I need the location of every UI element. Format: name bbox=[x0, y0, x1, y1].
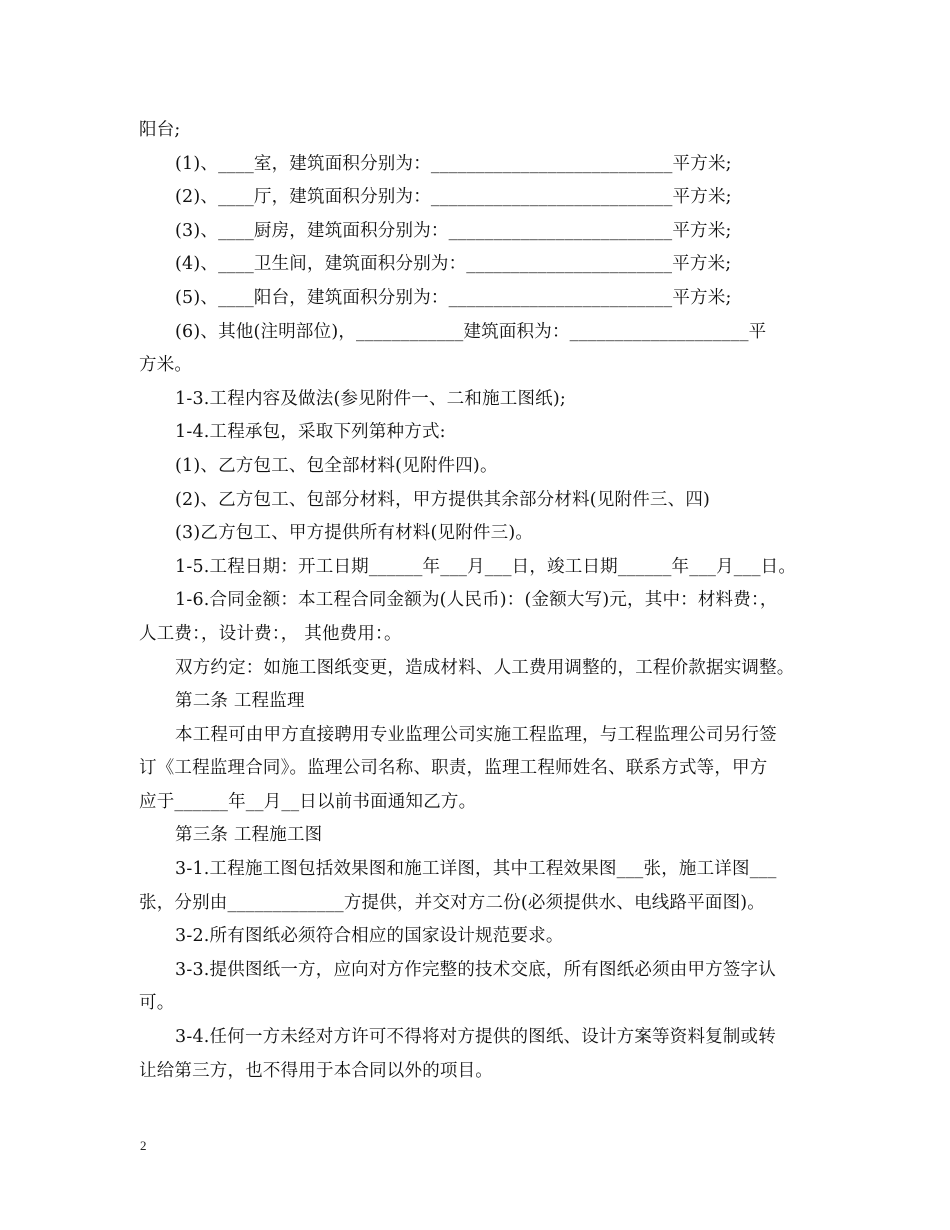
text-line: 阳台; bbox=[139, 120, 181, 140]
text-line: 3-2.所有图纸必须符合相应的国家设计规范要求。 bbox=[175, 926, 564, 947]
text-line: 1-5.工程日期：开工日期______年___月___日，竣工日期______年___月___日。 bbox=[175, 556, 797, 577]
document-body bbox=[139, 114, 829, 1088]
text-line: 张，分别由_____________方提供，并交对方二份(必须提供水、电线路平面图)。 bbox=[139, 892, 766, 913]
text-line: 第二条 工程监理 bbox=[175, 691, 305, 712]
text-line: (6)、其他(注明部位)，____________建筑面积为：____________________平 bbox=[175, 321, 767, 342]
text-line: 第三条 工程施工图 bbox=[175, 825, 323, 846]
text-line: 1-4.工程承包，采取下列第种方式: bbox=[175, 422, 446, 443]
text-line: (1)、乙方包工、包全部材料(见附件四)。 bbox=[175, 455, 498, 476]
text-line: (2)、____厅，建筑面积分别为：___________________________平方米; bbox=[175, 187, 732, 208]
text-line: 3-1.工程施工图包括效果图和施工详图，其中工程效果图___张，施工详图___ bbox=[175, 859, 777, 880]
text-line: 3-4.任何一方未经对方许可不得将对方提供的图纸、设计方案等资料复制或转 bbox=[175, 1027, 776, 1048]
text-line: 可。 bbox=[139, 993, 175, 1014]
text-line: (4)、____卫生间，建筑面积分别为：_______________________平方米; bbox=[175, 254, 732, 275]
text-line: (3)乙方包工、甲方提供所有材料(见附件三)。 bbox=[175, 523, 534, 544]
text-line: 方米。 bbox=[139, 355, 193, 376]
text-line: 应于______年__月__日以前书面通知乙方。 bbox=[139, 791, 477, 812]
text-line: 双方约定：如施工图纸变更，造成材料、人工费用调整的，工程价款据实调整。 bbox=[175, 657, 795, 678]
text-line: 1-6.合同金额：本工程合同金额为(人民币)：(金额大写)元，其中：材料费：， bbox=[175, 590, 778, 611]
text-line: (2)、乙方包工、包部分材料，甲方提供其余部分材料(见附件三、四) bbox=[175, 489, 711, 510]
text-line: (3)、____厨房，建筑面积分别为：_________________________平方米; bbox=[175, 220, 732, 241]
text-line: 3-3.提供图纸一方，应向对方作完整的技术交底，所有图纸必须由甲方签字认 bbox=[175, 959, 776, 980]
page-number: 2 bbox=[140, 1138, 147, 1153]
text-line: 订《工程监理合同》。监理公司名称、职责，监理工程师姓名、联系方式等，甲方 bbox=[139, 758, 768, 779]
text-line: (1)、____室，建筑面积分别为：___________________________平方米; bbox=[175, 153, 732, 174]
text-line: (5)、____阳台，建筑面积分别为：_________________________平方米; bbox=[175, 287, 732, 308]
text-line: 1-3.工程内容及做法(参见附件一、二和施工图纸); bbox=[175, 388, 566, 409]
text-line: 本工程可由甲方直接聘用专业监理公司实施工程监理，与工程监理公司另行签 bbox=[175, 724, 777, 745]
text-line: 人工费：，设计费：， 其他费用：。 bbox=[139, 623, 402, 644]
text-line: 让给第三方，也不得用于本合同以外的项目。 bbox=[139, 1060, 493, 1081]
